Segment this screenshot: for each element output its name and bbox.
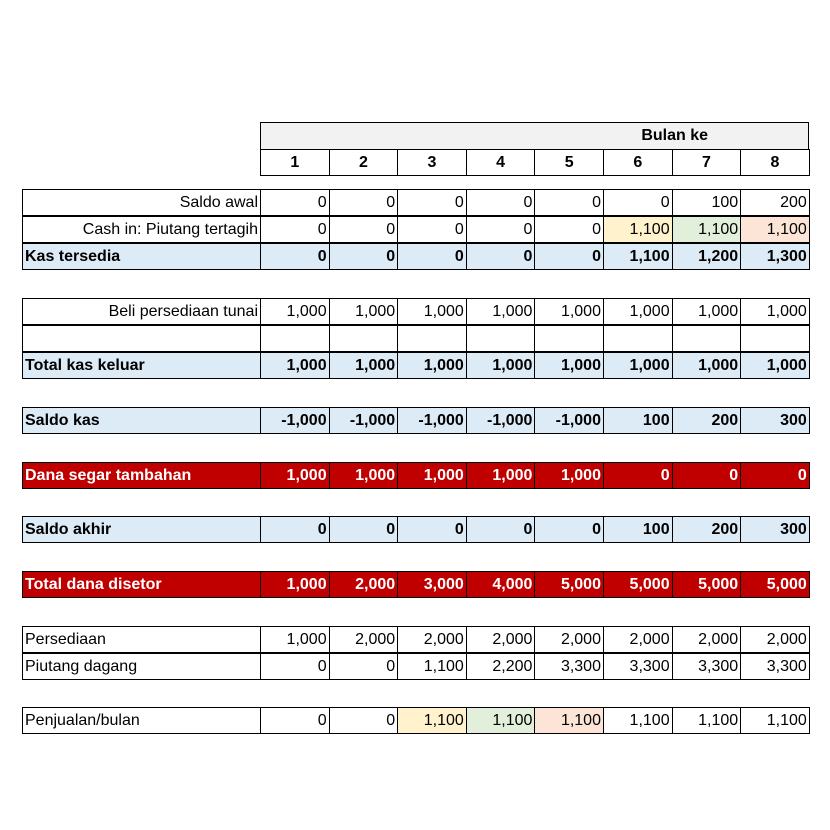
cell-cash-in-month-6: 1,100 [603, 216, 673, 243]
cell-piutang-dagang-month-3: 1,100 [397, 653, 467, 680]
cell-saldo-akhir-month-1: 0 [260, 516, 330, 543]
cell-saldo-kas-month-2: -1,000 [329, 407, 399, 434]
cell-saldo-awal-month-8: 200 [740, 189, 810, 216]
cell-beli-persediaan-month-8: 1,000 [740, 298, 810, 325]
cell-total-dana-disetor-month-1: 1,000 [260, 571, 330, 598]
header-title: Bulan ke [260, 122, 809, 150]
cell-saldo-akhir-month-2: 0 [329, 516, 399, 543]
cell-saldo-kas-month-7: 200 [672, 407, 742, 434]
cell-cash-in-month-5: 0 [534, 216, 604, 243]
cell-total-kas-keluar-month-4: 1,000 [466, 352, 536, 379]
cell-saldo-kas-month-1: -1,000 [260, 407, 330, 434]
cell-beli-persediaan-month-4: 1,000 [466, 298, 536, 325]
cell-total-dana-disetor-month-7: 5,000 [672, 571, 742, 598]
row-label-beli-persediaan: Beli persediaan tunai [22, 298, 261, 325]
cell-saldo-kas-month-8: 300 [740, 407, 810, 434]
cell-saldo-awal-month-7: 100 [672, 189, 742, 216]
cell-beli-persediaan-month-6: 1,000 [603, 298, 673, 325]
row-label-total-kas-keluar: Total kas keluar [22, 352, 261, 379]
cell-persediaan-month-1: 1,000 [260, 626, 330, 653]
cell-blank-row-month-7 [672, 325, 742, 352]
cell-persediaan-month-4: 2,000 [466, 626, 536, 653]
cell-dana-segar-month-3: 1,000 [397, 462, 467, 489]
cell-cash-in-month-7: 1,100 [672, 216, 742, 243]
cell-blank-row-month-2 [329, 325, 399, 352]
cell-total-kas-keluar-month-7: 1,000 [672, 352, 742, 379]
cell-penjualan-month-4: 1,100 [466, 707, 536, 734]
cell-total-dana-disetor-month-8: 5,000 [740, 571, 810, 598]
cell-penjualan-month-7: 1,100 [672, 707, 742, 734]
row-label-cash-in: Cash in: Piutang tertagih [22, 216, 261, 243]
cell-dana-segar-month-8: 0 [740, 462, 810, 489]
month-header-8: 8 [740, 149, 810, 176]
cell-kas-tersedia-month-8: 1,300 [740, 243, 810, 270]
row-label-saldo-awal: Saldo awal [22, 189, 261, 216]
cell-saldo-awal-month-2: 0 [329, 189, 399, 216]
cell-penjualan-month-2: 0 [329, 707, 399, 734]
cell-dana-segar-month-2: 1,000 [329, 462, 399, 489]
cell-saldo-awal-month-6: 0 [603, 189, 673, 216]
cell-beli-persediaan-month-5: 1,000 [534, 298, 604, 325]
cell-cash-in-month-3: 0 [397, 216, 467, 243]
cell-total-dana-disetor-month-4: 4,000 [466, 571, 536, 598]
cell-piutang-dagang-month-6: 3,300 [603, 653, 673, 680]
cell-persediaan-month-5: 2,000 [534, 626, 604, 653]
cell-blank-row-month-8 [740, 325, 810, 352]
cell-persediaan-month-8: 2,000 [740, 626, 810, 653]
cell-penjualan-month-8: 1,100 [740, 707, 810, 734]
month-header-5: 5 [534, 149, 604, 176]
row-label-blank-row [22, 325, 261, 352]
cell-penjualan-month-6: 1,100 [603, 707, 673, 734]
cell-total-kas-keluar-month-5: 1,000 [534, 352, 604, 379]
cell-total-kas-keluar-month-6: 1,000 [603, 352, 673, 379]
cell-saldo-akhir-month-7: 200 [672, 516, 742, 543]
month-header-1: 1 [260, 149, 330, 176]
cell-kas-tersedia-month-5: 0 [534, 243, 604, 270]
cell-saldo-akhir-month-6: 100 [603, 516, 673, 543]
cell-saldo-awal-month-1: 0 [260, 189, 330, 216]
cell-blank-row-month-5 [534, 325, 604, 352]
month-header-2: 2 [329, 149, 399, 176]
cell-piutang-dagang-month-1: 0 [260, 653, 330, 680]
cell-beli-persediaan-month-2: 1,000 [329, 298, 399, 325]
cell-total-kas-keluar-month-1: 1,000 [260, 352, 330, 379]
row-label-persediaan: Persediaan [22, 626, 261, 653]
cell-dana-segar-month-7: 0 [672, 462, 742, 489]
cell-saldo-awal-month-4: 0 [466, 189, 536, 216]
cell-kas-tersedia-month-6: 1,100 [603, 243, 673, 270]
cell-dana-segar-month-4: 1,000 [466, 462, 536, 489]
cell-blank-row-month-1 [260, 325, 330, 352]
cell-cash-in-month-2: 0 [329, 216, 399, 243]
month-header-3: 3 [397, 149, 467, 176]
cell-blank-row-month-6 [603, 325, 673, 352]
cell-persediaan-month-2: 2,000 [329, 626, 399, 653]
cell-beli-persediaan-month-1: 1,000 [260, 298, 330, 325]
cell-persediaan-month-6: 2,000 [603, 626, 673, 653]
cell-saldo-kas-month-3: -1,000 [397, 407, 467, 434]
cell-beli-persediaan-month-7: 1,000 [672, 298, 742, 325]
cell-dana-segar-month-6: 0 [603, 462, 673, 489]
row-label-dana-segar: Dana segar tambahan [22, 462, 261, 489]
cell-penjualan-month-5: 1,100 [534, 707, 604, 734]
row-label-penjualan: Penjualan/bulan [22, 707, 261, 734]
cell-piutang-dagang-month-2: 0 [329, 653, 399, 680]
cell-cash-in-month-4: 0 [466, 216, 536, 243]
cell-saldo-awal-month-5: 0 [534, 189, 604, 216]
cell-total-kas-keluar-month-3: 1,000 [397, 352, 467, 379]
cell-saldo-akhir-month-8: 300 [740, 516, 810, 543]
cell-kas-tersedia-month-3: 0 [397, 243, 467, 270]
row-label-total-dana-disetor: Total dana disetor [22, 571, 261, 598]
cell-total-kas-keluar-month-2: 1,000 [329, 352, 399, 379]
cell-piutang-dagang-month-5: 3,300 [534, 653, 604, 680]
cell-total-dana-disetor-month-6: 5,000 [603, 571, 673, 598]
row-label-piutang-dagang: Piutang dagang [22, 653, 261, 680]
row-label-kas-tersedia: Kas tersedia [22, 243, 261, 270]
cell-saldo-kas-month-5: -1,000 [534, 407, 604, 434]
month-header-4: 4 [466, 149, 536, 176]
cell-persediaan-month-7: 2,000 [672, 626, 742, 653]
cell-kas-tersedia-month-2: 0 [329, 243, 399, 270]
cell-saldo-akhir-month-4: 0 [466, 516, 536, 543]
cell-total-dana-disetor-month-3: 3,000 [397, 571, 467, 598]
cell-dana-segar-month-5: 1,000 [534, 462, 604, 489]
cell-penjualan-month-1: 0 [260, 707, 330, 734]
month-header-7: 7 [672, 149, 742, 176]
cell-penjualan-month-3: 1,100 [397, 707, 467, 734]
cell-total-dana-disetor-month-2: 2,000 [329, 571, 399, 598]
cell-saldo-awal-month-3: 0 [397, 189, 467, 216]
cell-beli-persediaan-month-3: 1,000 [397, 298, 467, 325]
cell-kas-tersedia-month-7: 1,200 [672, 243, 742, 270]
cell-saldo-kas-month-4: -1,000 [466, 407, 536, 434]
cell-kas-tersedia-month-4: 0 [466, 243, 536, 270]
cell-piutang-dagang-month-8: 3,300 [740, 653, 810, 680]
month-header-6: 6 [603, 149, 673, 176]
cell-persediaan-month-3: 2,000 [397, 626, 467, 653]
cell-piutang-dagang-month-7: 3,300 [672, 653, 742, 680]
cell-piutang-dagang-month-4: 2,200 [466, 653, 536, 680]
row-label-saldo-kas: Saldo kas [22, 407, 261, 434]
cell-dana-segar-month-1: 1,000 [260, 462, 330, 489]
cell-cash-in-month-1: 0 [260, 216, 330, 243]
cell-total-dana-disetor-month-5: 5,000 [534, 571, 604, 598]
cell-cash-in-month-8: 1,100 [740, 216, 810, 243]
cell-saldo-kas-month-6: 100 [603, 407, 673, 434]
cell-kas-tersedia-month-1: 0 [260, 243, 330, 270]
cell-total-kas-keluar-month-8: 1,000 [740, 352, 810, 379]
cell-saldo-akhir-month-5: 0 [534, 516, 604, 543]
cell-saldo-akhir-month-3: 0 [397, 516, 467, 543]
row-label-saldo-akhir: Saldo akhir [22, 516, 261, 543]
cell-blank-row-month-3 [397, 325, 467, 352]
cell-blank-row-month-4 [466, 325, 536, 352]
